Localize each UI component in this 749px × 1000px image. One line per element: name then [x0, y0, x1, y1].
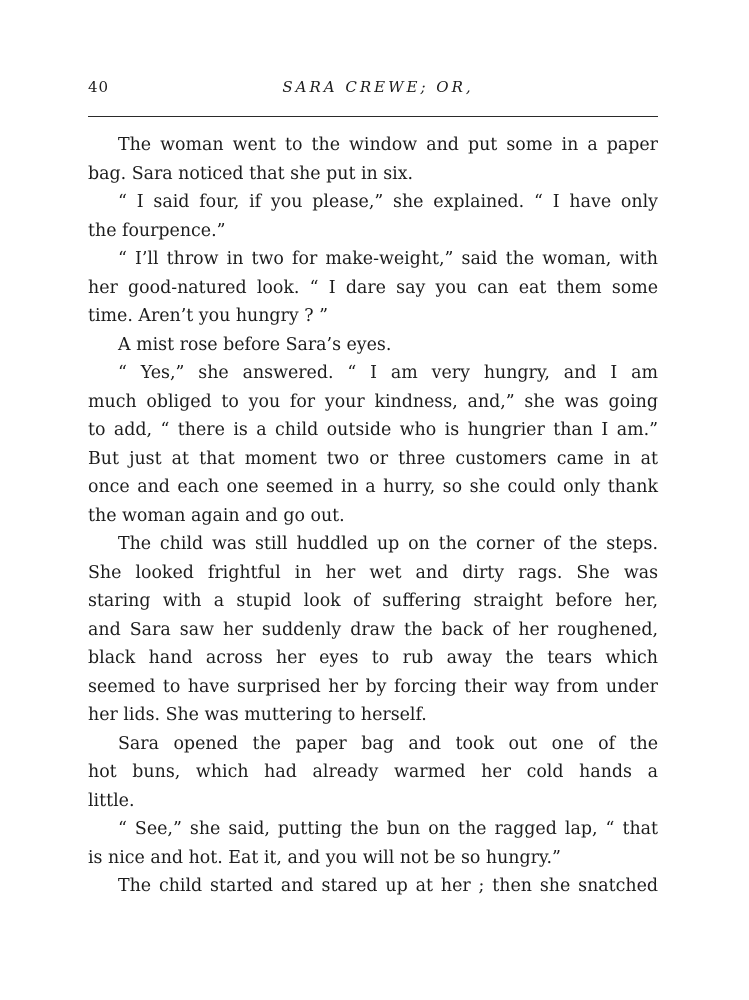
text-line: and Sara saw her suddenly draw the back of her roughened, [88, 619, 658, 640]
text-line: The woman went to the window and put some in a paper [118, 135, 658, 155]
text-line: little. [88, 790, 135, 811]
text-line: “ I’ll throw in two for make-weight,” said the woman, with [118, 249, 658, 269]
text-line: bag. Sara noticed that she put in six. [88, 163, 414, 184]
text-line: “ Yes,” she answered. “ I am very hungry, and I am [118, 363, 658, 383]
text-line: much obliged to you for your kindness, and,” she was going [88, 391, 658, 412]
text-line: her good-natured look. “ I dare say you can eat them some [88, 277, 658, 298]
text-line: Sara opened the paper bag and took out one of the [118, 733, 658, 754]
text-line: The child started and stared up at her ; then she snatched [118, 876, 658, 896]
text-line: staring with a stupid look of suffering straight before her, [88, 591, 658, 611]
text-line: the woman again and go out. [88, 505, 345, 526]
text-line: time. Aren’t you hungry ? ” [88, 306, 328, 326]
text-line: seemed to have surprised her by forcing their way from under [88, 676, 658, 697]
page-header [88, 78, 658, 106]
text-line: The child was still huddled up on the corner of the steps. [118, 534, 658, 554]
text-line: A mist rose before Sara’s eyes. [118, 334, 392, 355]
header-rule [88, 116, 658, 117]
page-number: 40 [88, 78, 110, 96]
text-line: black hand across her eyes to rub away the tears which [88, 648, 658, 668]
text-line: the fourpence.” [88, 220, 226, 241]
text-line: But just at that moment two or three customers came in at [88, 448, 658, 469]
text-line: her lids. She was muttering to herself. [88, 705, 427, 725]
running-title: SARA CREWE; OR, [282, 78, 474, 96]
text-line: to add, “ there is a child outside who is hungrier than I am.” [88, 420, 658, 440]
body-text [88, 131, 658, 901]
text-line: once and each one seemed in a hurry, so she could only thank [88, 477, 658, 497]
text-line: “ See,” she said, putting the bun on the ragged lap, “ that [118, 819, 658, 839]
text-line: is nice and hot. Eat it, and you will not be so hungry.” [88, 847, 561, 868]
text-line: hot buns, which had already warmed her cold hands a [88, 762, 658, 782]
text-line: “ I said four, if you please,” she explained. “ I have only [118, 192, 658, 212]
text-line: She looked frightful in her wet and dirty rags. She was [88, 562, 658, 583]
